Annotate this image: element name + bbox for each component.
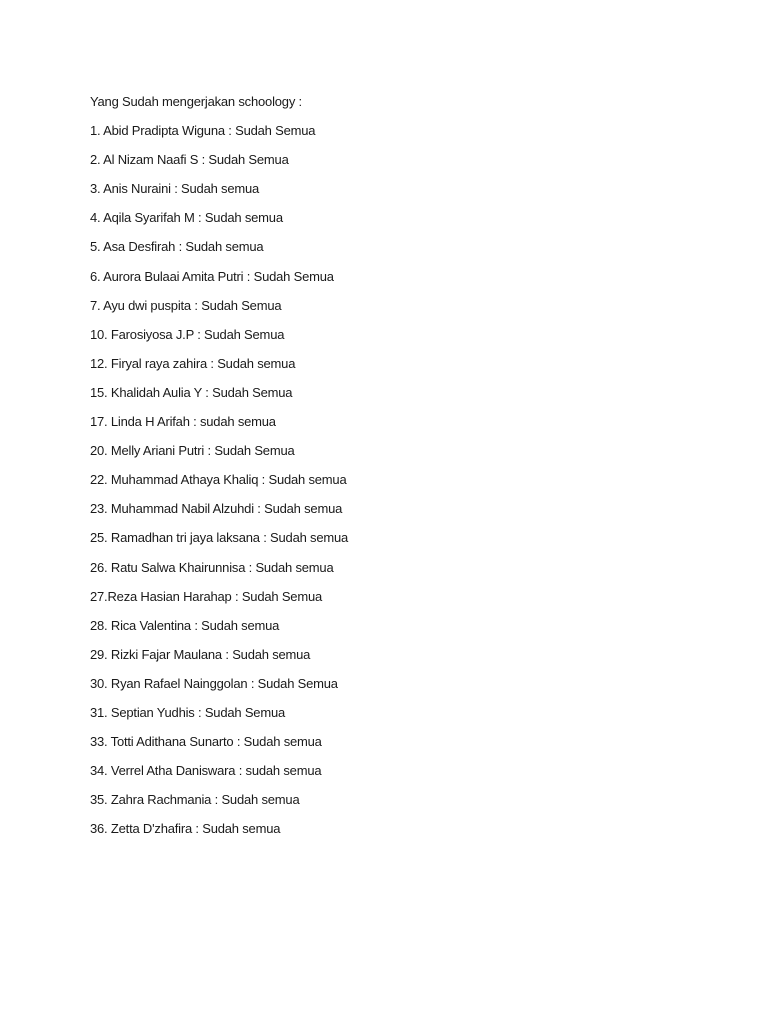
document-content [90,93,730,849]
list-item: 36. Zetta D'zhafira : Sudah semua [90,821,281,837]
list-item: 4. Aqila Syarifah M : Sudah semua [90,210,283,226]
list-item: 31. Septian Yudhis : Sudah Semua [90,704,286,720]
list-item: 29. Rizki Fajar Maulana : Sudah semua [90,646,311,662]
list-item: 7. Ayu dwi puspita : Sudah Semua [90,297,282,313]
list-item: 25. Ramadhan tri jaya laksana : Sudah semua [90,530,349,546]
list-item: 12. Firyal raya zahira : Sudah semua [90,355,296,371]
list-item: 1. Abid Pradipta Wiguna : Sudah Semua [90,123,316,139]
list-item: 2. Al Nizam Naafi S : Sudah Semua [90,152,289,168]
list-item: 26. Ratu Salwa Khairunnisa : Sudah semua [90,559,334,575]
list-item: 17. Linda H Arifah : sudah semua [90,414,276,430]
list-item: 20. Melly Ariani Putri : Sudah Semua [90,443,295,459]
list-item: 28. Rica Valentina : Sudah semua [90,617,280,633]
list-item: 5. Asa Desfirah : Sudah semua [90,239,264,255]
list-item: 23. Muhammad Nabil Alzuhdi : Sudah semua [90,501,343,517]
list-item: 15. Khalidah Aulia Y : Sudah Semua [90,384,293,400]
list-item: 35. Zahra Rachmania : Sudah semua [90,792,300,808]
list-item: 27.Reza Hasian Harahap : Sudah Semua [90,588,323,604]
list-item: 34. Verrel Atha Daniswara : sudah semua [90,763,322,779]
list-item: 10. Farosiyosa J.P : Sudah Semua [90,326,285,342]
list-item: 33. Totti Adithana Sunarto : Sudah semua [90,734,322,750]
list-item: 22. Muhammad Athaya Khaliq : Sudah semua [90,472,347,488]
list-item: 3. Anis Nuraini : Sudah semua [90,181,260,197]
document-heading: Yang Sudah mengerjakan schoology : [90,94,302,109]
list-item: 6. Aurora Bulaai Amita Putri : Sudah Semua [90,268,334,284]
list-item: 30. Ryan Rafael Nainggolan : Sudah Semua [90,675,338,691]
